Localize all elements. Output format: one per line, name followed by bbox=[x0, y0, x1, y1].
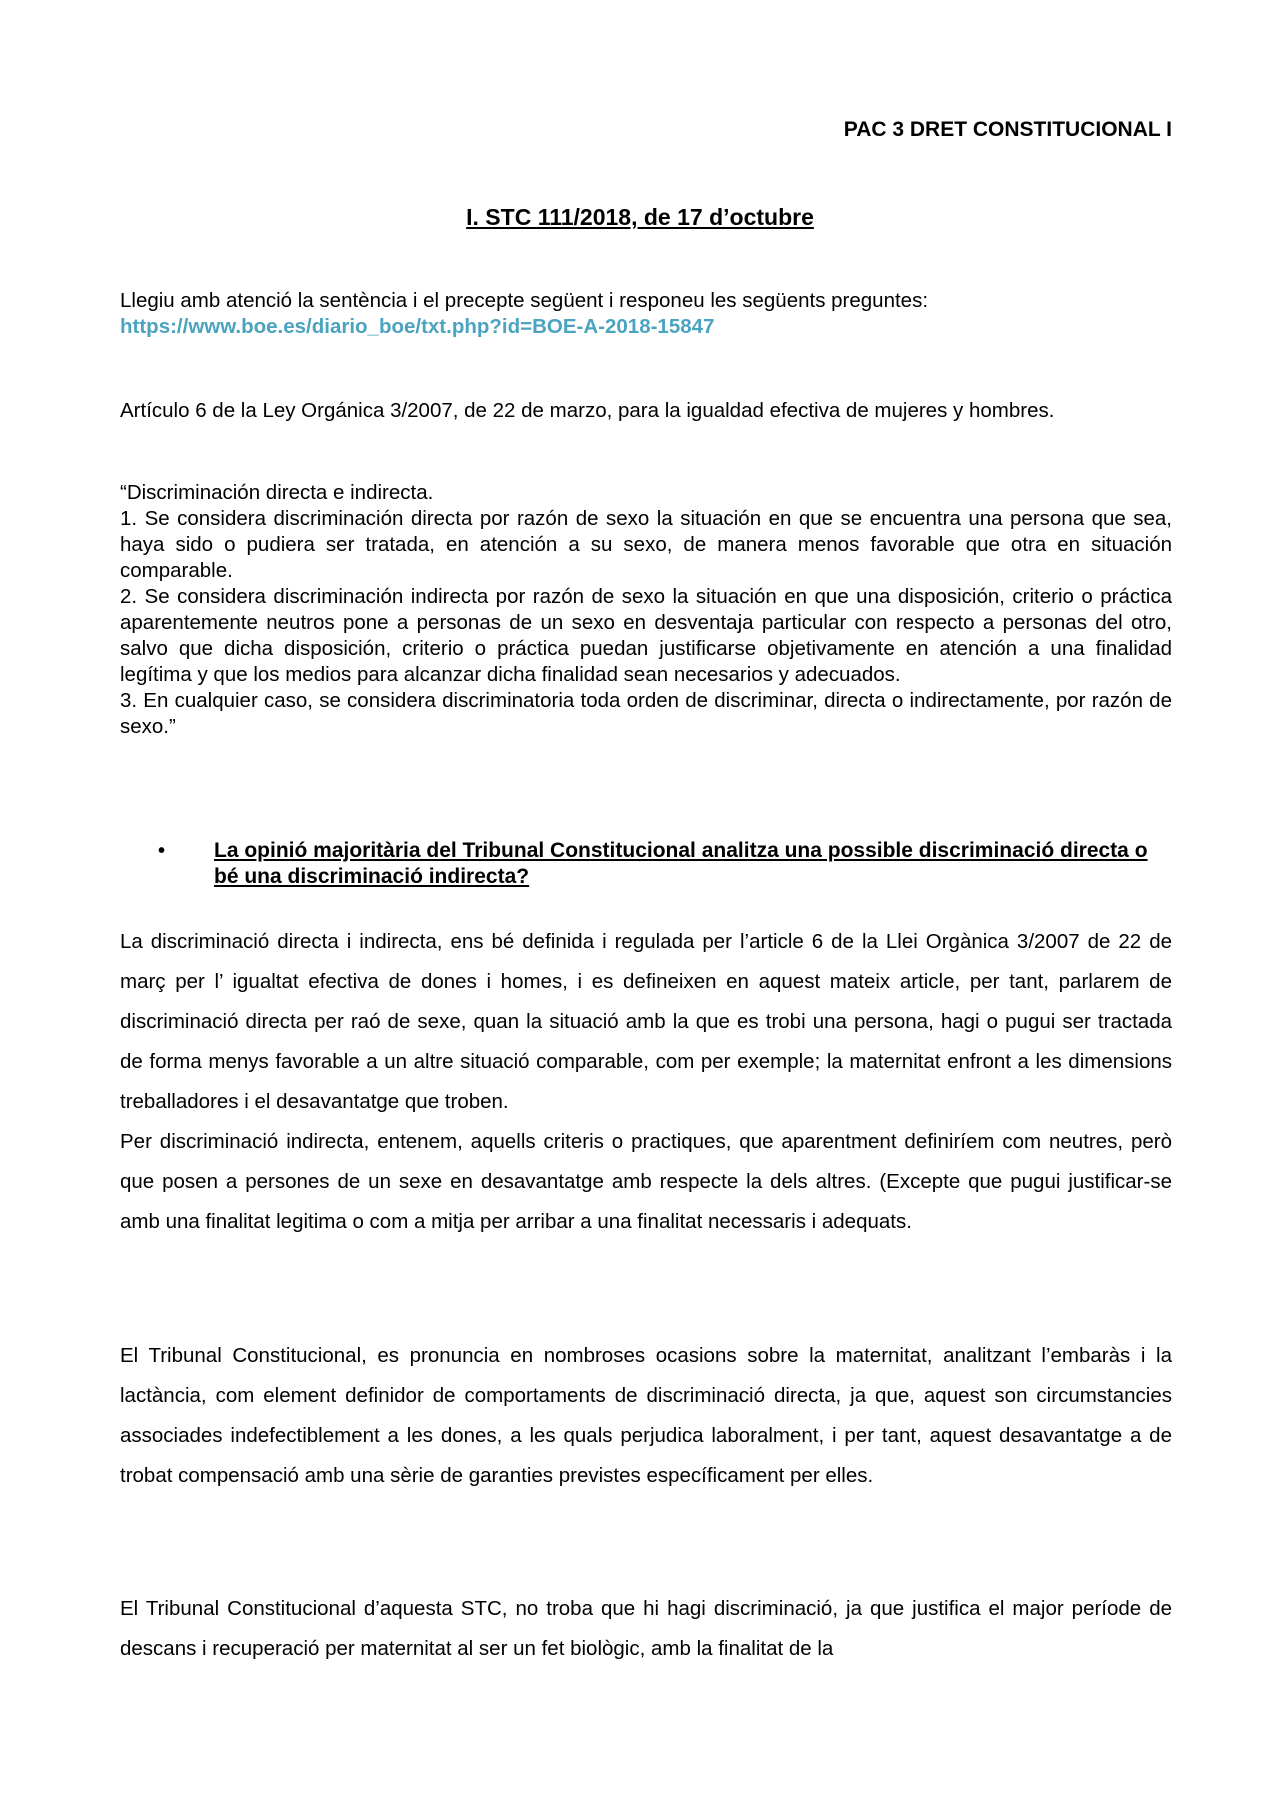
article-quote bbox=[120, 480, 1172, 740]
document-header: PAC 3 DRET CONSTITUCIONAL I bbox=[843, 118, 1172, 141]
quote-title: “Discriminación directa e indirecta. bbox=[120, 481, 434, 504]
answer-block-2 bbox=[120, 1336, 1172, 1496]
quote-item-2: 2. Se considera discriminación indirecta por razón de sexo la situación en que una disposición, criterio o práctica aparentemente neutros pone a personas de un sexo en desventaja particular con respecto a personas del otro, salvo que dicha disposición, criterio o práctica puedan justificarse objetivamente en atención a una finalidad legítima y que los medios para alcanzar dicha finalidad sean necesarios y adecuados. bbox=[120, 585, 1172, 686]
question-text: La opinió majoritària del Tribunal Constitucional analitza una possible discriminació directa o bé una discriminació indirecta? bbox=[214, 839, 1148, 888]
intro-instruction: Llegiu amb atenció la sentència i el precepte següent i responeu les següents preguntes: bbox=[120, 289, 929, 312]
answer-paragraph-2: Per discriminació indirecta, entenem, aquells criteris o practiques, que aparentment definiríem com neutres, però que posen a persones de un sexe en desavantatge amb respecte la dels altres. (Excepte que pugui justificar-se amb una finalitat legitima o com a mitja per arribar a una finalitat necessaris i adequats. bbox=[120, 1130, 1172, 1233]
answer-paragraph-4: El Tribunal Constitucional d’aquesta STC, no troba que hi hagi discriminació, ja que justifica el major període de descans i recuperació per maternitat al ser un fet biològic, amb la finalitat de la bbox=[120, 1597, 1172, 1660]
answer-paragraph-3: El Tribunal Constitucional, es pronuncia en nombroses ocasions sobre la maternitat, analitzant l’embaràs i la lactància, com element definidor de comportaments de discriminació directa, ja que, aquest son circumstancies associades indefectiblement a les dones, a les quals perjudica laboralment, i per tant, aquest desavantatge a de trobat compensació amb una sèrie de garanties previstes específicament per elles. bbox=[120, 1344, 1172, 1487]
answer-block-3 bbox=[120, 1589, 1172, 1669]
section-title bbox=[0, 204, 1280, 231]
quote-item-3: 3. En cualquier caso, se considera discriminatoria toda orden de discriminar, directa o indirectamente, por razón de sexo.” bbox=[120, 689, 1172, 738]
answer-block-1 bbox=[120, 922, 1172, 1242]
article-heading: Artículo 6 de la Ley Orgánica 3/2007, de 22 de marzo, para la igualdad efectiva de mujeres y hombres. bbox=[120, 399, 1055, 422]
section-title-text: I. STC 111/2018, de 17 d’octubre bbox=[466, 204, 814, 230]
intro bbox=[120, 288, 1172, 340]
quote-item-1: 1. Se considera discriminación directa por razón de sexo la situación en que se encuentra una persona que sea, haya sido o pudiera ser tratada, en atención a su sexo, de manera menos favorable que otra en situación comparable. bbox=[120, 507, 1172, 582]
question bbox=[158, 838, 1176, 890]
boe-link[interactable]: https://www.boe.es/diario_boe/txt.php?id=BOE-A-2018-15847 bbox=[120, 315, 715, 338]
bullet-icon: • bbox=[158, 840, 166, 862]
answer-paragraph-1: La discriminació directa i indirecta, ens bé definida i regulada per l’article 6 de la Llei Orgànica 3/2007 de 22 de març per l’ igualtat efectiva de dones i homes, i es defineixen en aquest mateix article, per tant, parlarem de discriminació directa per raó de sexe, quan la situació amb la que es trobi una persona, hagi o pugui ser tractada de forma menys favorable a un altre situació comparable, com per exemple; la maternitat enfront a les dimensions treballadores i el desavantatge que troben. bbox=[120, 930, 1172, 1113]
